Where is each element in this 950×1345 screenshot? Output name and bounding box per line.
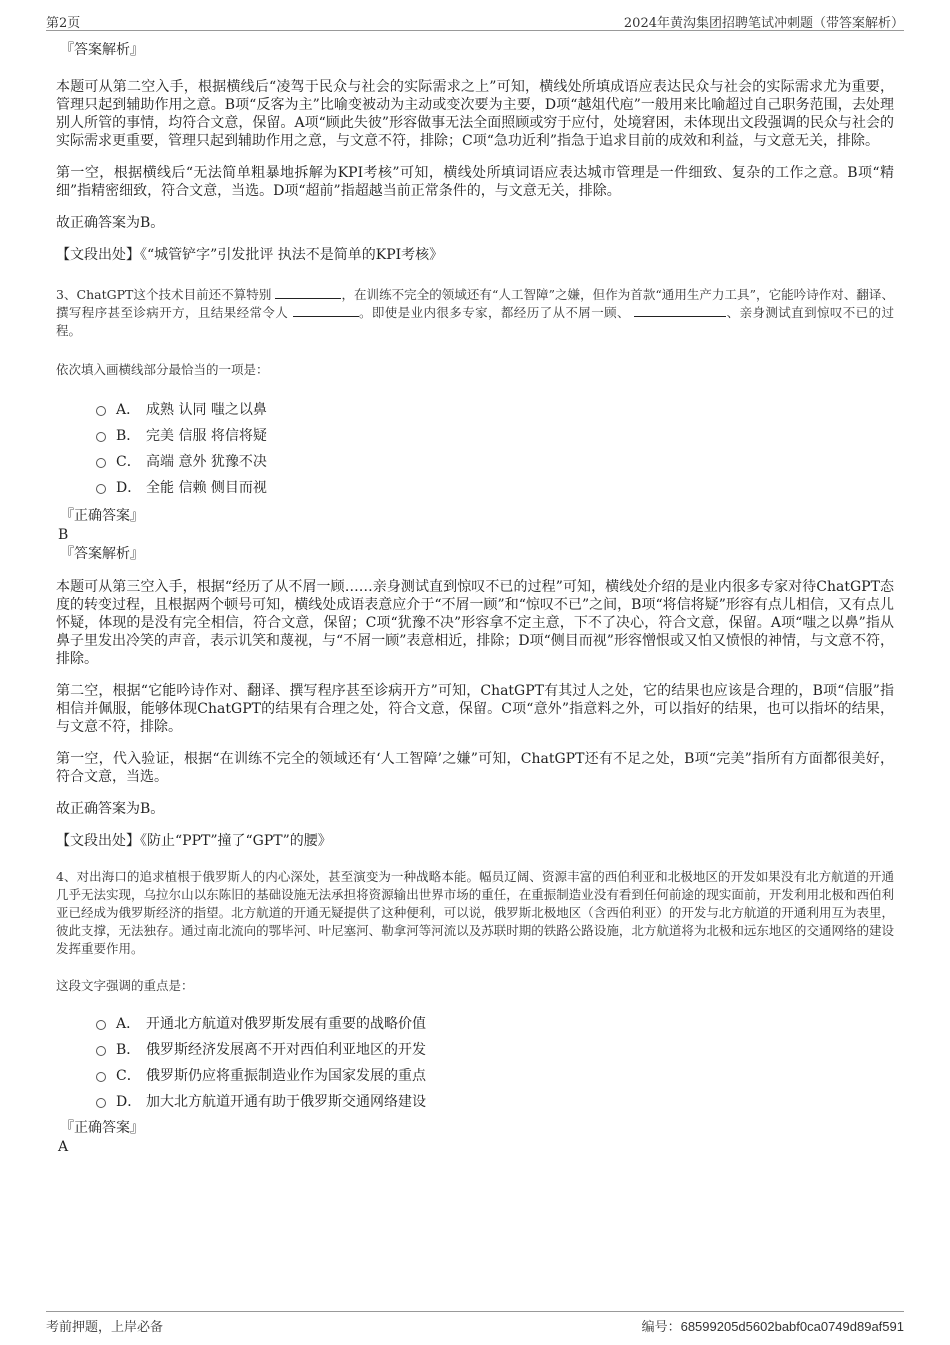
footer-slogan: 考前押题，上岸必备	[46, 1320, 164, 1335]
option-d[interactable]: D． 全能 信赖 侧目而视	[96, 474, 894, 500]
option-c[interactable]: C． 俄罗斯仍应将重振制造业作为国家发展的重点	[96, 1062, 894, 1088]
option-b[interactable]: B． 完美 信服 将信将疑	[96, 422, 894, 448]
radio-icon[interactable]	[96, 1046, 106, 1056]
radio-icon[interactable]	[96, 1072, 106, 1082]
source-citation: 【文段出处】《“城管铲字”引发批评 执法不是简单的KPI考核》	[56, 247, 444, 263]
page-content	[56, 40, 894, 1156]
question-stem: 4、对出海口的追求植根于俄罗斯人的内心深处，甚至演变为一种战略本能。幅员辽阔、资源丰富的西伯利亚和北极地区的开发如果没有北方航道的开通几乎无法实现，乌拉尔山以东陈旧的基础设施无法承担将资源输出世界市场的重任，在重振制造业没有看到任何前途的现实面前，开发利用北极和西伯利亚已经成为俄罗斯经济的指望。北方航道的开通无疑提供了这种便利，可以说，俄罗斯北极地区（含西伯利亚）的开发与北方航道的开通利用互为表里，彼此支撑，无法独存。通过南北流向的鄂毕河、叶尼塞河、勒拿河等河流以及苏联时期的铁路公路设施，北方航道将为北极和远东地区的交通网络的建设发挥重要作用。	[56, 869, 894, 956]
correct-answer: B	[58, 527, 69, 543]
radio-icon[interactable]	[96, 1020, 106, 1030]
question-prompt: 依次填入画横线部分最恰当的一项是：	[56, 362, 269, 377]
analysis-paragraph: 本题可从第三空入手，根据“经历了从不屑一顾……亲身测试直到惊叹不已的过程”可知，横线处介绍的是业内很多专家对待ChatGPT态度的转变过程，且根据两个顿号可知，横线处成语表意应介于“不屑一顾”和“惊叹不已”之间，B项“将信将疑”形容有点儿相信，又有点儿怀疑，体现的是没有完全相信，符合文意，保留；C项“犹豫不决”形容拿不定主意，下不了决心，符合文意，保留。A项“嗤之以鼻”指从鼻子里发出冷笑的声音，表示讥笑和蔑视，与“不屑一顾”表意相近，排除；D项“侧目而视”形容憎恨或又怕又愤恨的神情，与文意不符，排除。	[56, 579, 894, 667]
analysis-label: 『答案解析』	[60, 42, 144, 58]
answer-blank	[634, 304, 726, 317]
page-footer	[46, 1311, 904, 1334]
document-title: 2024年黄沟集团招聘笔试冲刺题（带答案解析）	[623, 16, 904, 31]
source-citation: 【文段出处】《防止“PPT”撞了“GPT”的腰》	[56, 833, 332, 849]
radio-icon[interactable]	[96, 458, 106, 468]
conclusion: 故正确答案为B。	[56, 801, 165, 817]
radio-icon[interactable]	[96, 432, 106, 442]
analysis-label: 『答案解析』	[60, 546, 144, 562]
option-list	[96, 396, 894, 500]
answer-blank	[275, 286, 341, 299]
analysis-paragraph: 第一空，代入验证，根据“在训练不完全的领域还有‘人工智障’之嫌”可知，ChatGPT还有不足之处，B项“完美”指所有方面都很美好，符合文意，当选。	[56, 751, 894, 785]
page-header	[46, 10, 904, 31]
radio-icon[interactable]	[96, 406, 106, 416]
analysis-paragraph: 第一空，根据横线后“无法简单粗暴地拆解为KPI考核”可知，横线处所填词语应表达城市管理是一件细致、复杂的工作之意。B项“精细”指精密细致，符合文意，当选。D项“超前”指超越当前正常条件的，与文意无关，排除。	[56, 165, 894, 199]
radio-icon[interactable]	[96, 484, 106, 494]
option-c[interactable]: C． 高端 意外 犹豫不决	[96, 448, 894, 474]
correct-answer-label: 『正确答案』	[60, 508, 144, 524]
option-a[interactable]: A． 开通北方航道对俄罗斯发展有重要的战略价值	[96, 1010, 894, 1036]
analysis-paragraph: 第二空，根据“它能吟诗作对、翻译、撰写程序甚至诊病开方”可知，ChatGPT有其过人之处，它的结果也应该是合理的，B项“信服”指相信并佩服，能够体现ChatGPT的结果有合理之处，符合文意，保留。C项“意外”指意料之外，可以指好的结果，也可以指坏的结果，与文意不符，排除。	[56, 683, 894, 735]
option-list	[96, 1010, 894, 1114]
conclusion: 故正确答案为B。	[56, 215, 165, 231]
question-stem: 3、ChatGPT这个技术目前还不算特别 ，在训练不完全的领域还有“人工智障”之嫌，但作为首款“通用生产力工具”，它能吟诗作对、翻译、撰写程序甚至诊病开方，且结果经常令人 。即使是业内很多专家，都经历了从不屑一顾、 、亲身测试直到惊叹不已的过程。	[56, 287, 894, 338]
document-code: 编号：68599205d5602babf0ca0749d89af591	[641, 1319, 904, 1335]
analysis-paragraph: 本题可从第二空入手，根据横线后“凌驾于民众与社会的实际需求之上”可知，横线处所填成语应表达民众与社会的实际需求尤为重要，管理只起到辅助作用之意。B项“反客为主”比喻变被动为主动或变次要为主要，D项“越俎代庖”一般用来比喻超过自己职务范围，去处理别人所管的事情，均符合文意，保留。A项“顾此失彼”形容做事无法全面照顾或穷于应付，处境窘困，未体现出文段强调的民众与社会的实际需求更重要，管理只起到辅助作用之意，与文意不符，排除；C项“急功近利”指急于追求目前的成效和利益，与文意无关，排除。	[56, 79, 894, 149]
radio-icon[interactable]	[96, 1098, 106, 1108]
option-a[interactable]: A． 成熟 认同 嗤之以鼻	[96, 396, 894, 422]
question-prompt: 这段文字强调的重点是：	[56, 978, 194, 993]
correct-answer: A	[58, 1139, 69, 1155]
page-number: 第2页	[46, 16, 81, 31]
option-d[interactable]: D． 加大北方航道开通有助于俄罗斯交通网络建设	[96, 1088, 894, 1114]
answer-blank	[293, 304, 359, 317]
correct-answer-label: 『正确答案』	[60, 1120, 144, 1136]
option-b[interactable]: B． 俄罗斯经济发展离不开对西伯利亚地区的开发	[96, 1036, 894, 1062]
